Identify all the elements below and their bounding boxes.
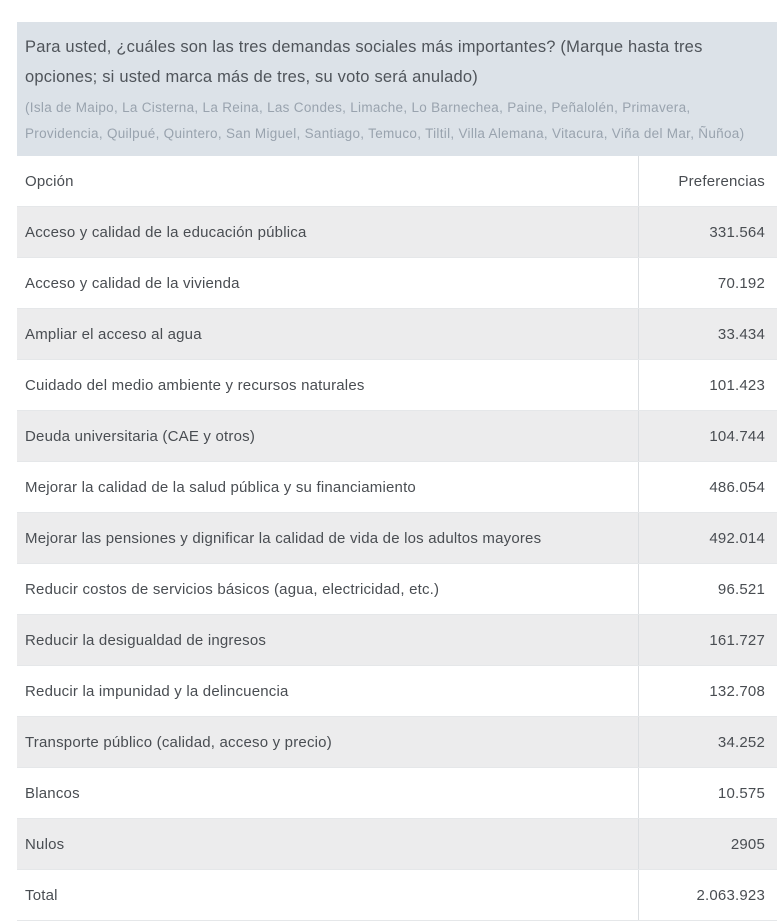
question-title: Para usted, ¿cuáles son las tres demandas sociales más importantes? (Marque hasta tres opciones; si usted marca más de tres, su voto será anulado)	[25, 38, 703, 86]
option-cell: Deuda universitaria (CAE y otros)	[17, 411, 639, 462]
preferences-cell: 331.564	[639, 207, 778, 258]
option-cell: Reducir la desigualdad de ingresos	[17, 615, 639, 666]
column-header-preferencias: Preferencias	[639, 156, 778, 207]
table-row	[17, 360, 777, 411]
preferences-cell: 33.434	[639, 309, 778, 360]
preferences-cell: 70.192	[639, 258, 778, 309]
preferences-cell: 101.423	[639, 360, 778, 411]
table-row	[17, 666, 777, 717]
option-cell: Ampliar el acceso al agua	[17, 309, 639, 360]
question-header	[17, 22, 777, 156]
option-cell: Transporte público (calidad, acceso y precio)	[17, 717, 639, 768]
table-row	[17, 462, 777, 513]
option-cell: Total	[17, 870, 639, 921]
table-row-total	[17, 870, 777, 921]
preferences-cell: 486.054	[639, 462, 778, 513]
option-cell: Acceso y calidad de la educación pública	[17, 207, 639, 258]
preferences-cell: 161.727	[639, 615, 778, 666]
table-row	[17, 258, 777, 309]
option-cell: Reducir costos de servicios básicos (agua, electricidad, etc.)	[17, 564, 639, 615]
preferences-cell: 96.521	[639, 564, 778, 615]
preferences-cell: 10.575	[639, 768, 778, 819]
column-header-opcion: Opción	[17, 156, 639, 207]
option-cell: Reducir la impunidad y la delincuencia	[17, 666, 639, 717]
preferences-table	[17, 156, 777, 921]
option-cell: Nulos	[17, 819, 639, 870]
question-communes-list: (Isla de Maipo, La Cisterna, La Reina, Las Condes, Limache, Lo Barnechea, Paine, Peñalolén, Primavera, Providencia, Quilpué, Quintero, San Miguel, Santiago, Temuco, Tiltil, Villa Alemana, Vitacura, Viña del Mar, Ñuñoa)	[25, 100, 745, 141]
preferences-cell: 2905	[639, 819, 778, 870]
table-row	[17, 309, 777, 360]
table-row	[17, 768, 777, 819]
option-cell: Mejorar las pensiones y dignificar la calidad de vida de los adultos mayores	[17, 513, 639, 564]
table-row	[17, 717, 777, 768]
option-cell: Acceso y calidad de la vivienda	[17, 258, 639, 309]
option-cell: Mejorar la calidad de la salud pública y su financiamiento	[17, 462, 639, 513]
table-header-row	[17, 156, 777, 207]
option-cell: Blancos	[17, 768, 639, 819]
table-row	[17, 207, 777, 258]
table-row	[17, 819, 777, 870]
preferences-cell: 492.014	[639, 513, 778, 564]
option-cell: Cuidado del medio ambiente y recursos naturales	[17, 360, 639, 411]
preferences-cell: 34.252	[639, 717, 778, 768]
table-row	[17, 615, 777, 666]
table-row	[17, 564, 777, 615]
preferences-cell: 132.708	[639, 666, 778, 717]
table-row	[17, 411, 777, 462]
preferences-cell: 2.063.923	[639, 870, 778, 921]
survey-results-panel	[17, 22, 777, 921]
preferences-cell: 104.744	[639, 411, 778, 462]
table-row	[17, 513, 777, 564]
